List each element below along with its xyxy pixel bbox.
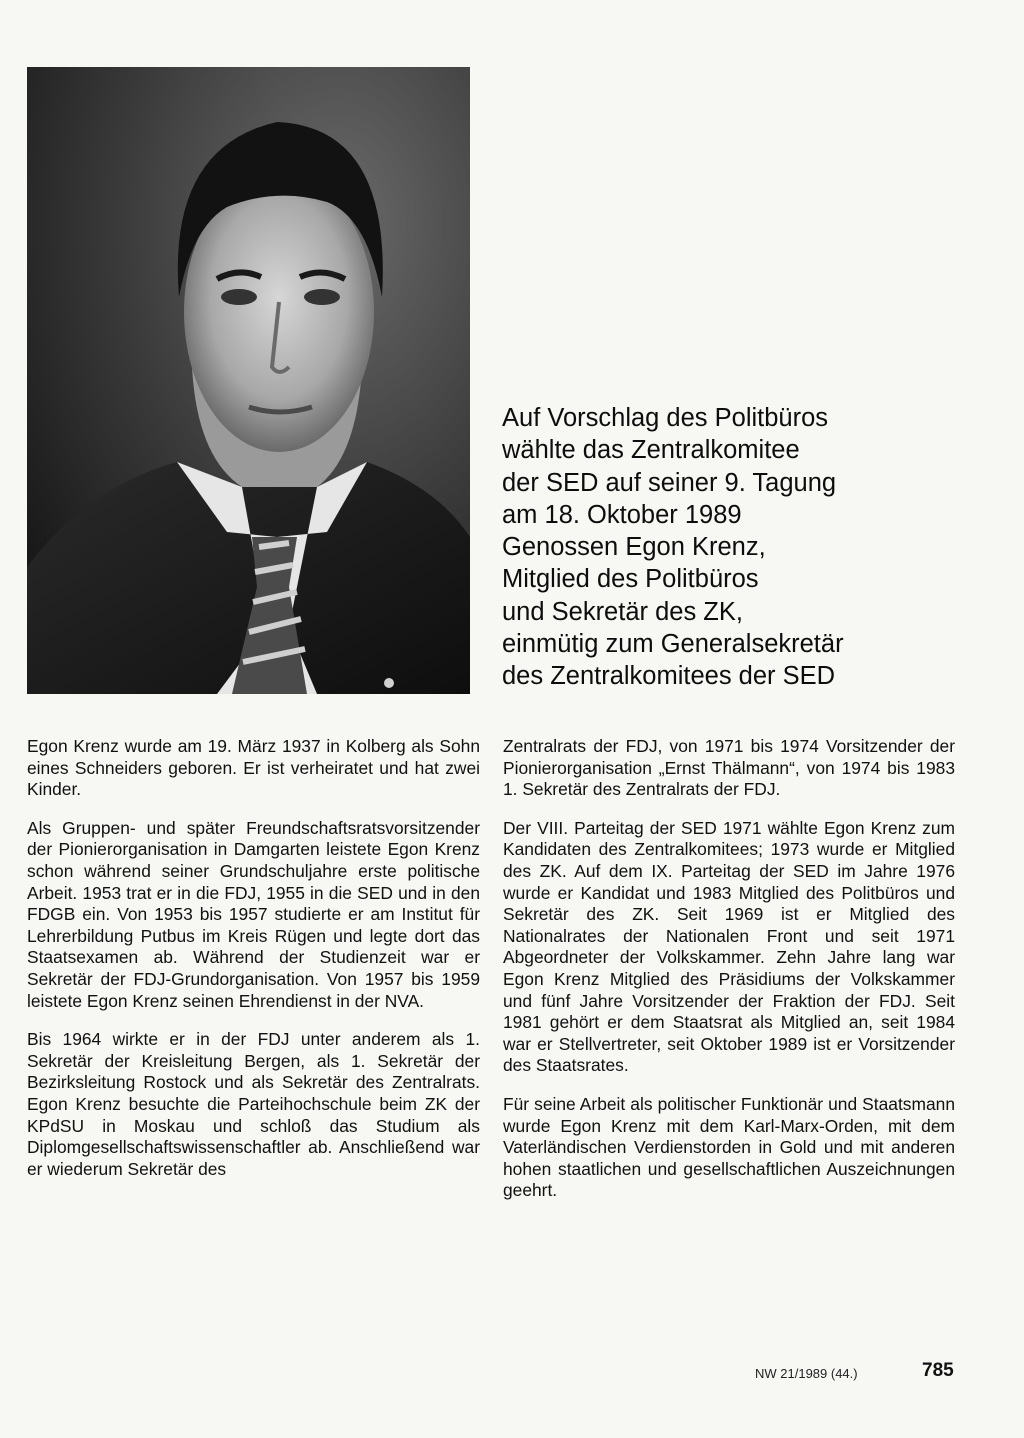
biography-paragraph: Zentralrats der FDJ, von 1971 bis 1974 Vorsitzender der Pionierorganisation „Ernst Thälmann“, von 1974 bis 1983 1. Sekretär des Zentralrats der FDJ. <box>503 736 955 800</box>
biography-paragraph: Für seine Arbeit als politischer Funktionär und Staatsmann wurde Egon Krenz mit dem Karl-Marx-Orden, mit dem Vaterländischen Verdienstorden in Gold und mit anderen hohen staatlichen und gesellschaftlichen Auszeichnungen geehrt. <box>503 1093 955 1201</box>
headline-line: wählte das Zentralkomitee <box>502 436 800 465</box>
headline-line: der SED auf seiner 9. Tagung <box>502 468 837 497</box>
portrait-photo <box>27 67 470 694</box>
headline-line: Auf Vorschlag des Politbüros <box>502 404 829 432</box>
biography-paragraph: Der VIII. Parteitag der SED 1971 wählte Egon Krenz zum Kandidaten des Zentralkomitees; 1973 wurde er Mitglied des ZK. Auf dem IX. Parteitag der SED im Jahre 1976 wurde er Kandidat und 1983 Mitglied des Politbüros und Sekretär des ZK. Seit 1969 ist er Mitglied des Nationalrates der Nationalen Front und seit 1971 Abgeordneter der Volkskammer. Zehn Jahre lang war Egon Krenz Mitglied des Präsidiums der Volkskammer und fünf Jahre Vorsitzender der Fraktion der FDJ. Seit 1981 gehört er dem Staatsrat als Mitglied an, seit 1984 war er Stellvertreter, seit Oktober 1989 ist er Vorsitzender des Staatsrates. <box>503 817 955 1076</box>
left-eye <box>221 289 257 305</box>
headline-line: und Sekretär des ZK, <box>502 597 743 626</box>
right-column <box>503 736 955 1219</box>
headline-line: am 18. Oktober 1989 <box>502 500 742 529</box>
headline-line: Genossen Egon Krenz, <box>502 533 766 562</box>
biography-paragraph: Als Gruppen- und später Freundschaftsratsvorsitzender der Pionierorganisation in Damgarten leistete Egon Krenz schon während seiner Grundschuljahre erste politische Arbeit. 1953 trat er in die FDJ, 1955 in die SED und in den FDGB ein. Von 1953 bis 1957 studierte er am Institut für Lehrerbildung Putbus im Kreis Rügen und legte dort das Staatsexamen ab. Während der Studienzeit war er Sekretär der FDJ-Grundorganisation. Von 1957 bis 1959 leistete Egon Krenz seinen Ehrendienst in der NVA. <box>27 817 480 1011</box>
headline-line: einmütig zum Generalsekretär <box>502 630 844 659</box>
page-number: 785 <box>922 1360 954 1381</box>
headline <box>502 402 942 693</box>
right-eye <box>304 289 340 305</box>
headline-line: Mitglied des Politbüros <box>502 565 759 594</box>
portrait-illustration <box>27 67 470 694</box>
issue-reference: NW 21/1989 (44.) <box>755 1366 858 1381</box>
lapel-pin <box>384 678 394 688</box>
left-column <box>27 736 480 1197</box>
biography-paragraph: Bis 1964 wirkte er in der FDJ unter anderem als 1. Sekretär der Kreisleitung Bergen, als 1. Sekretär der Bezirksleitung Rostock und als Sekretär des Zentralrats. Egon Krenz besuchte die Parteihochschule beim ZK der KPdSU in Moskau und schloß das Studium als Diplomgesellschaftswissenschaftler ab. Anschließend war er wiederum Sekretär des <box>27 1029 480 1179</box>
biography-paragraph: Egon Krenz wurde am 19. März 1937 in Kolberg als Sohn eines Schneiders geboren. Er ist verheiratet und hat zwei Kinder. <box>27 736 480 800</box>
headline-line: des Zentralkomitees der SED <box>502 662 836 691</box>
